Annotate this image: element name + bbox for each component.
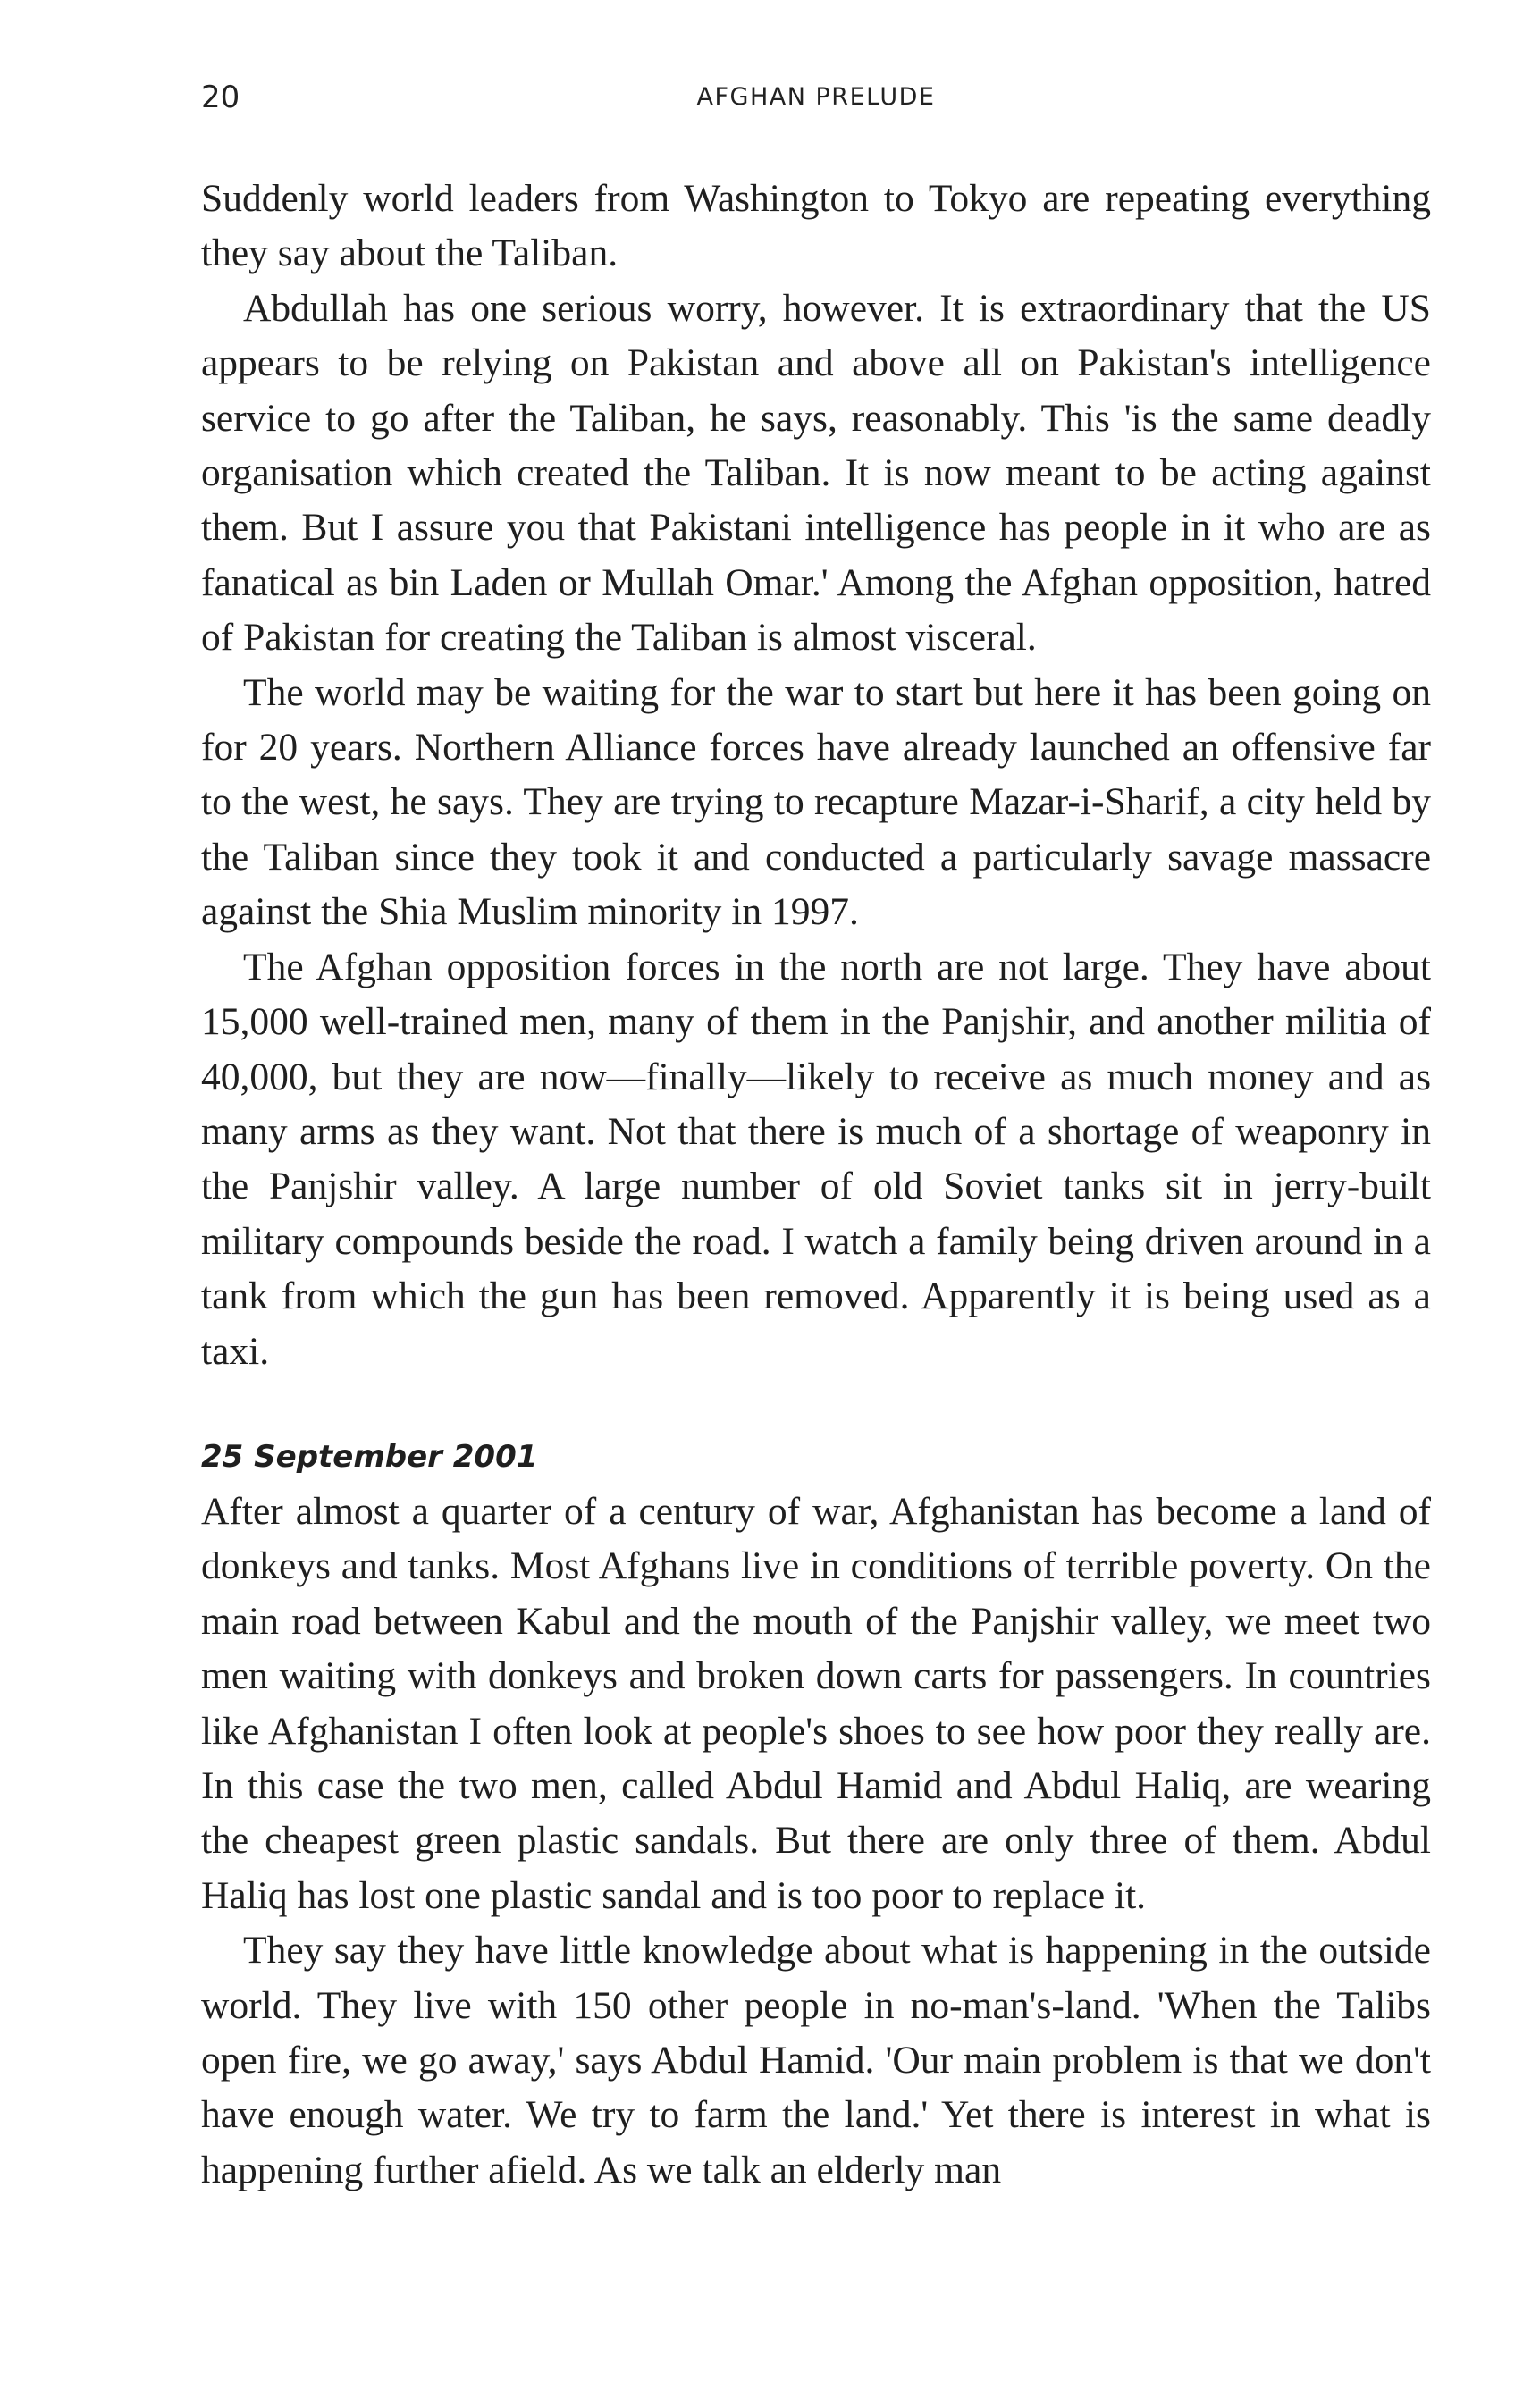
section-break [201,1379,1431,1430]
paragraph: The world may be waiting for the war to start but here it has been going on for 20 years. Northern Alliance forces have already launched an offensive far to the west, he says. They are trying to recapture Mazar-i-Sharif, a city held by the Taliban since they took it and conducted a particularly savage massacre against the Shia Muslim minority in 1997. [201,670,1431,934]
paragraph: The Afghan opposition forces in the north are not large. They have about 15,000 well-trained men, many of them in the Panjshir, and another militia of 40,000, but they are now—finally—likely to receive as much money and as many arms as they want. Not that there is much of a shortage of weaponry in the Panjshir valley. A large number of old Soviet tanks sit in jerry-built military compounds beside the road. I watch a family being driven around in a tank from which the gun has been removed. Apparently it is being used as a taxi. [201,945,1431,1373]
paragraph: Abdullah has one serious worry, however. It is extraordinary that the US appears to be relying on Pakistan and above all on Pakistan's intelligence service to go after the Taliban, he says, reasonably. This 'is the same deadly organisation which created the Taliban. It is now meant to be acting against them. But I assure you that Pakistani intelligence has people in it who are as fanatical as bin Laden or Mullah Omar.' Among the Afghan opposition, hatred of Pakistan for creating the Taliban is almost visceral. [201,286,1431,660]
running-head: AFGHAN PRELUDE [696,83,936,111]
paragraph: Suddenly world leaders from Washington to Tokyo are repeating everything they say about the Taliban. [201,177,1431,275]
section-date-heading: 25 September 2001 [201,1438,538,1475]
page-number: 20 [201,80,240,115]
page-header [201,75,1431,120]
paragraph: After almost a quarter of a century of war, Afghanistan has become a land of donkeys and tanks. Most Afghans live in conditions of terrible poverty. On the main road between Kabul and the mouth of the Panjshir valley, we meet two men waiting with donkeys and broken down carts for passengers. In countries like Afghanistan I often look at people's shoes to see how poor they really are. In this case the two men, called Abdul Hamid and Abdul Haliq, are wearing the cheapest green plastic sandals. But there are only three of them. Abdul Haliq has lost one plastic sandal and is too poor to replace it. [201,1489,1431,1917]
body-text [201,172,1431,2198]
paragraph: They say they have little knowledge about what is happening in the outside world. They live with 150 other people in no-man's-land. 'When the Talibs open fire, we go away,' says Abdul Hamid. 'Our main problem is that we don't have enough water. We try to farm the land.' Yet there is interest in what is happening further afield. As we talk an elderly man [201,1929,1431,2191]
